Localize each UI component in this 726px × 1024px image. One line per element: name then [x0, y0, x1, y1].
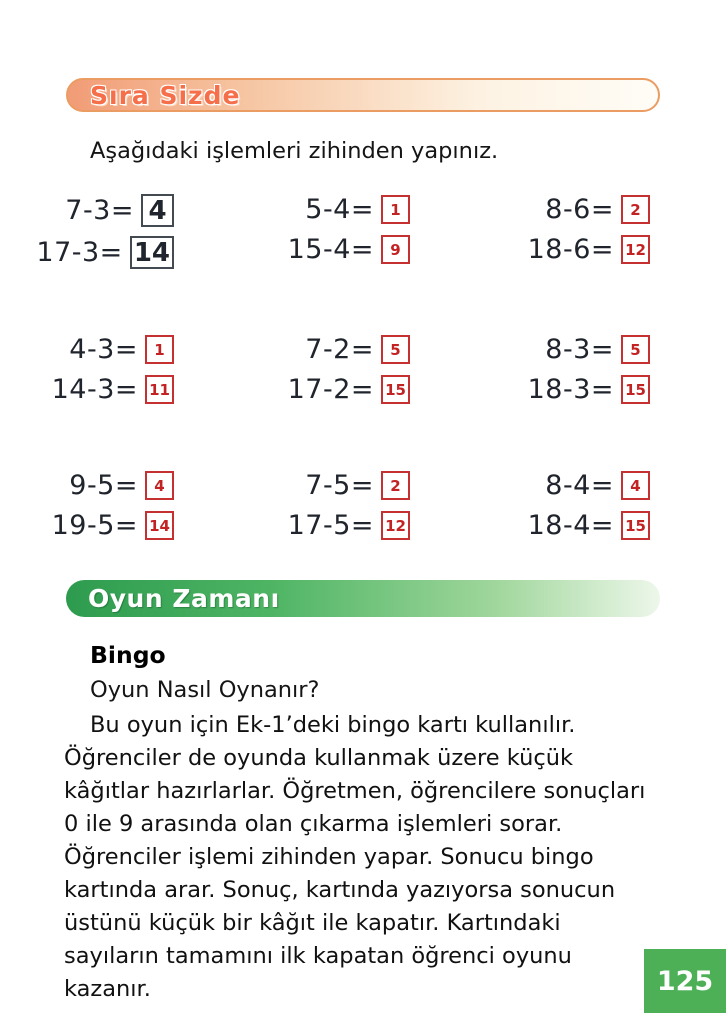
bingo-heading: Bingo	[90, 641, 166, 669]
answer-box: 12	[621, 235, 650, 264]
problem-group	[528, 470, 650, 550]
problem-expression: 15-4=	[287, 234, 374, 265]
problem-expression: 8-4=	[545, 470, 614, 501]
bingo-paragraph: Bu oyun için Ek-1’deki bingo kartı kullanılır. Öğrenciler de oyunda kullanmak üzere küçük kâğıtlar hazırlarlar. Öğretmen, öğrencilere sonuçları 0 ile 9 arasında olan çıkarma işlemleri sorar. Öğrenciler işlemi zihinden yapar. Sonucu bingo kartında arar. Sonuç, kartında yazıyorsa sonucun üstünü küçük bir kâğıt ile kapatır. Kartındaki sayıların tamamını ilk kapatan öğrenci oyunu kazanır.	[64, 712, 646, 1002]
problem-row	[545, 334, 650, 365]
problem-expression: 17-3=	[36, 237, 123, 268]
problem-expression: 8-6=	[545, 194, 614, 225]
problem-row	[528, 510, 650, 541]
problem-row	[305, 334, 410, 365]
problem-expression: 7-3=	[65, 195, 134, 226]
problem-row	[528, 234, 650, 265]
answer-box: 9	[381, 235, 410, 264]
problem-expression: 17-5=	[287, 510, 374, 541]
problem-group	[36, 194, 174, 278]
answer-box: 5	[621, 335, 650, 364]
answer-box: 4	[141, 194, 174, 227]
problem-expression: 4-3=	[69, 334, 138, 365]
problem-expression: 7-2=	[305, 334, 374, 365]
problem-expression: 9-5=	[69, 470, 138, 501]
problem-row	[545, 194, 650, 225]
problem-row	[69, 470, 174, 501]
problem-row	[305, 194, 410, 225]
problem-expression: 8-3=	[545, 334, 614, 365]
section-banner-sira-sizde	[66, 78, 660, 112]
problem-row	[52, 374, 174, 405]
answer-box: 15	[381, 375, 410, 404]
problem-expression: 18-4=	[527, 510, 614, 541]
problem-group	[288, 334, 410, 414]
problem-expression: 7-5=	[305, 470, 374, 501]
problem-group	[288, 194, 410, 278]
problem-row	[52, 510, 174, 541]
page-number: 125	[656, 965, 714, 997]
answer-box: 2	[381, 471, 410, 500]
problem-expression: 14-3=	[51, 374, 138, 405]
problem-expression: 17-2=	[287, 374, 374, 405]
problems-grid	[36, 194, 726, 550]
sira-sizde-title: Sıra Sizde	[90, 80, 241, 110]
answer-box: 1	[145, 335, 174, 364]
bingo-subheading: Oyun Nasıl Oynanır?	[90, 677, 320, 703]
problem-expression: 5-4=	[305, 194, 374, 225]
problem-row	[69, 334, 174, 365]
problem-row	[528, 374, 650, 405]
problem-row	[36, 236, 174, 269]
section-banner-oyun-zamani	[66, 580, 660, 617]
problem-group	[528, 334, 650, 414]
answer-box: 14	[130, 236, 174, 269]
answer-box: 5	[381, 335, 410, 364]
oyun-zamani-title: Oyun Zamanı	[88, 584, 280, 613]
page-number-badge	[644, 949, 726, 1013]
problem-row	[545, 470, 650, 501]
answer-box: 11	[145, 375, 174, 404]
instruction-text: Aşağıdaki işlemleri zihinden yapınız.	[90, 138, 499, 164]
problem-expression: 18-6=	[527, 234, 614, 265]
problem-expression: 18-3=	[527, 374, 614, 405]
problem-group	[528, 194, 650, 278]
answer-box: 2	[621, 195, 650, 224]
problem-row	[288, 234, 410, 265]
answer-box: 14	[145, 511, 174, 540]
answer-box: 4	[145, 471, 174, 500]
problem-row	[305, 470, 410, 501]
answer-box: 15	[621, 375, 650, 404]
problem-row	[288, 374, 410, 405]
problem-row	[65, 194, 174, 227]
problem-group	[52, 334, 174, 414]
problem-group	[288, 470, 410, 550]
answer-box: 12	[381, 511, 410, 540]
problem-expression: 19-5=	[51, 510, 138, 541]
problem-group	[52, 470, 174, 550]
problem-row	[288, 510, 410, 541]
answer-box: 4	[621, 471, 650, 500]
answer-box: 1	[381, 195, 410, 224]
answer-box: 15	[621, 511, 650, 540]
